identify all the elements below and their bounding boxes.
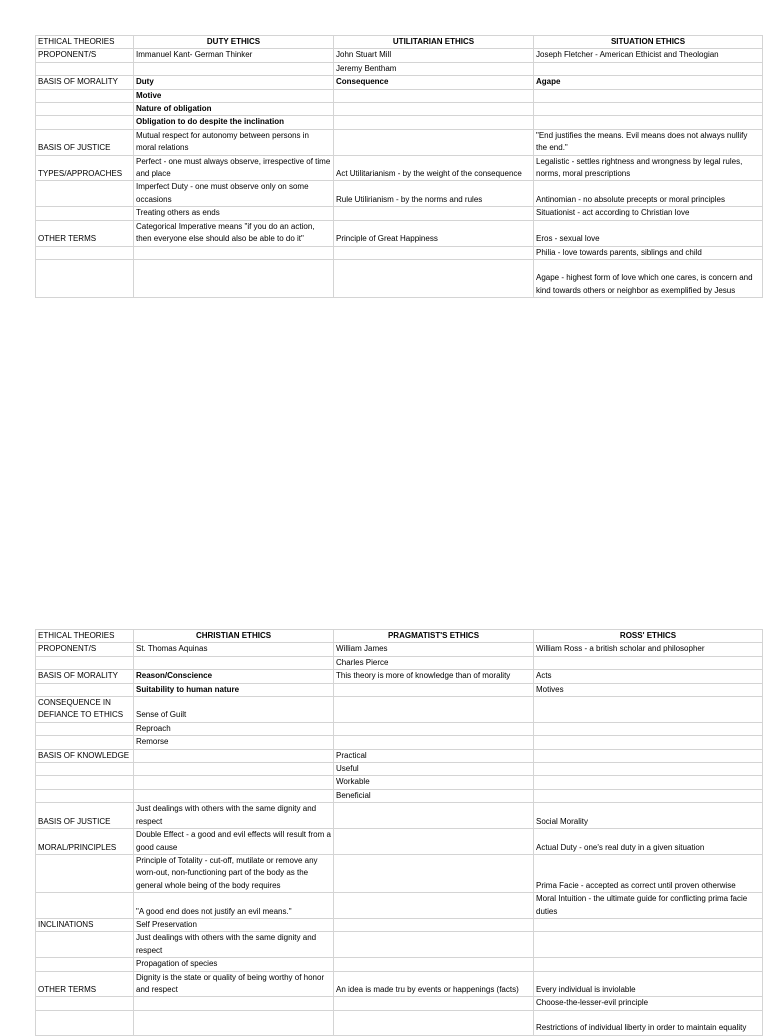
table-row <box>36 722 763 735</box>
table-cell <box>134 776 334 789</box>
table-cell: William Ross - a british scholar and philosopher <box>534 643 763 656</box>
row-label-cell: TYPES/APPROACHES <box>36 155 134 181</box>
table-cell: Double Effect - a good and evil effects will result from a good cause <box>134 829 334 855</box>
row-label-cell <box>36 246 134 259</box>
table-cell: Every individual is inviolable <box>534 971 763 997</box>
table-cell: Principle of Great Happiness <box>334 220 534 246</box>
row-label-cell <box>36 997 134 1010</box>
table-row <box>36 181 763 207</box>
row-label-cell: OTHER TERMS <box>36 220 134 246</box>
row-label-cell: BASIS OF KNOWLEDGE <box>36 749 134 762</box>
table-cell <box>134 259 334 297</box>
table-cell: Agape - highest form of love which one cares, is concern and kind towards others or neighbor as exemplified by Jesus <box>534 259 763 297</box>
table-cell <box>534 116 763 129</box>
table-cell: Obligation to do despite the inclination <box>134 116 334 129</box>
table-cell: Joseph Fletcher - American Ethicist and Theologian <box>534 49 763 62</box>
table-row <box>36 918 763 931</box>
table-cell <box>134 1010 334 1035</box>
table-cell: Dignity is the state or quality of being worthy of honor and respect <box>134 971 334 997</box>
table-cell <box>534 918 763 931</box>
table-cell: Situationist - act according to Christian love <box>534 207 763 220</box>
row-label-cell <box>36 259 134 297</box>
header-cell: UTILITARIAN ETHICS <box>334 36 534 49</box>
table-row <box>36 789 763 802</box>
table-row <box>36 670 763 683</box>
table-cell <box>334 803 534 829</box>
row-label-cell <box>36 89 134 102</box>
table-row <box>36 749 763 762</box>
row-label-cell: OTHER TERMS <box>36 971 134 997</box>
header-row <box>36 630 763 643</box>
row-label-cell: BASIS OF MORALITY <box>36 670 134 683</box>
table-cell: Prima Facie - accepted as correct until proven otherwise <box>534 854 763 892</box>
table-cell: This theory is more of knowledge than of morality <box>334 670 534 683</box>
table-cell: Suitability to human nature <box>134 683 334 696</box>
table-cell: "End justifies the means. Evil means does not always nullify the end." <box>534 129 763 155</box>
table-cell <box>134 656 334 669</box>
table-row <box>36 997 763 1010</box>
table-row <box>36 62 763 75</box>
row-label-cell <box>36 789 134 802</box>
table-cell: St. Thomas Aquinas <box>134 643 334 656</box>
table-cell <box>334 129 534 155</box>
table-cell: Social Morality <box>534 803 763 829</box>
table-cell <box>134 997 334 1010</box>
table-row <box>36 829 763 855</box>
row-label-cell <box>36 854 134 892</box>
table-cell <box>334 893 534 919</box>
table-cell: Actual Duty - one's real duty in a given situation <box>534 829 763 855</box>
table-cell: Self Preservation <box>134 918 334 931</box>
table-cell <box>534 62 763 75</box>
table-cell <box>134 749 334 762</box>
table-cell <box>534 722 763 735</box>
row-label-cell <box>36 207 134 220</box>
table-cell: Categorical Imperative means "if you do an action, then everyone else should also be able to do it" <box>134 220 334 246</box>
table-cell <box>334 918 534 931</box>
table-cell: Nature of obligation <box>134 103 334 116</box>
table-cell <box>534 736 763 749</box>
table-row <box>36 803 763 829</box>
table-cell <box>334 116 534 129</box>
table-cell <box>334 932 534 958</box>
table-cell: Remorse <box>134 736 334 749</box>
table-row <box>36 207 763 220</box>
table-row <box>36 129 763 155</box>
table-cell <box>334 736 534 749</box>
table-row <box>36 246 763 259</box>
table-cell: Principle of Totality - cut-off, mutilate or remove any worn-out, non-functioning part of the body as the general whole being of the body requires <box>134 854 334 892</box>
table-cell <box>534 958 763 971</box>
table-cell: Immanuel Kant- German Thinker <box>134 49 334 62</box>
table-cell: Beneficial <box>334 789 534 802</box>
row-label-cell: MORAL/PRINCIPLES <box>36 829 134 855</box>
table-cell: Agape <box>534 76 763 89</box>
row-label-cell: BASIS OF JUSTICE <box>36 129 134 155</box>
table-cell <box>334 997 534 1010</box>
table-cell <box>534 89 763 102</box>
table-cell: Jeremy Bentham <box>334 62 534 75</box>
table-cell <box>534 932 763 958</box>
table-row <box>36 643 763 656</box>
table-cell: Just dealings with others with the same dignity and respect <box>134 932 334 958</box>
table-row <box>36 763 763 776</box>
header-cell: ETHICAL THEORIES <box>36 630 134 643</box>
table-cell: Eros - sexual love <box>534 220 763 246</box>
table-cell: Reproach <box>134 722 334 735</box>
header-cell: PRAGMATIST'S ETHICS <box>334 630 534 643</box>
table-cell <box>534 697 763 723</box>
table-cell: Moral Intuition - the ultimate guide for conflicting prima facie duties <box>534 893 763 919</box>
table-cell: Acts <box>534 670 763 683</box>
table-cell <box>334 1010 534 1035</box>
table-cell <box>534 103 763 116</box>
row-label-cell <box>36 683 134 696</box>
row-label-cell: INCLINATIONS <box>36 918 134 931</box>
row-label-cell <box>36 932 134 958</box>
row-label-cell <box>36 958 134 971</box>
row-label-cell <box>36 776 134 789</box>
ethics-table-1 <box>35 35 763 298</box>
row-label-cell: BASIS OF JUSTICE <box>36 803 134 829</box>
table-cell: Mutual respect for autonomy between persons in moral relations <box>134 129 334 155</box>
table-row <box>36 116 763 129</box>
table-cell: Motives <box>534 683 763 696</box>
table-cell: John Stuart Mill <box>334 49 534 62</box>
table-cell: Reason/Conscience <box>134 670 334 683</box>
header-cell: SITUATION ETHICS <box>534 36 763 49</box>
table-row <box>36 971 763 997</box>
table-row <box>36 932 763 958</box>
table-row <box>36 1010 763 1035</box>
table-cell <box>534 789 763 802</box>
table-cell <box>334 958 534 971</box>
row-label-cell <box>36 763 134 776</box>
table-cell <box>334 854 534 892</box>
ethics-table-2 <box>35 629 763 1036</box>
table-row <box>36 103 763 116</box>
row-label-cell <box>36 736 134 749</box>
table-cell <box>334 246 534 259</box>
table-cell: Legalistic - settles rightness and wrongness by legal rules, norms, moral prescriptions <box>534 155 763 181</box>
row-label-cell <box>36 1010 134 1035</box>
table-cell: Choose-the-lesser-evil principle <box>534 997 763 1010</box>
row-label-cell: BASIS OF MORALITY <box>36 76 134 89</box>
table-row <box>36 893 763 919</box>
table-cell: Charles Pierce <box>334 656 534 669</box>
table-row <box>36 89 763 102</box>
row-label-cell <box>36 893 134 919</box>
table-row <box>36 854 763 892</box>
table-cell: Imperfect Duty - one must observe only on some occasions <box>134 181 334 207</box>
row-label-cell: PROPONENT/S <box>36 643 134 656</box>
table-cell <box>334 683 534 696</box>
table-row <box>36 656 763 669</box>
table-cell <box>134 246 334 259</box>
row-label-cell <box>36 722 134 735</box>
table-cell <box>534 776 763 789</box>
table-row <box>36 697 763 723</box>
table-row <box>36 683 763 696</box>
table-cell: Just dealings with others with the same dignity and respect <box>134 803 334 829</box>
table-row <box>36 76 763 89</box>
row-label-cell <box>36 116 134 129</box>
table-row <box>36 776 763 789</box>
table-cell: Motive <box>134 89 334 102</box>
table-cell <box>334 259 534 297</box>
table-row <box>36 736 763 749</box>
table-cell: Sense of Guilt <box>134 697 334 723</box>
row-label-cell <box>36 656 134 669</box>
table-cell: Antinomian - no absolute precepts or moral principles <box>534 181 763 207</box>
table-cell: An idea is made tru by events or happenings (facts) <box>334 971 534 997</box>
table-cell: Restrictions of individual liberty in order to maintain equality <box>534 1010 763 1035</box>
table-cell <box>134 789 334 802</box>
table-cell: Workable <box>334 776 534 789</box>
table-cell <box>134 763 334 776</box>
table-cell: Rule Utilirianism - by the norms and rules <box>334 181 534 207</box>
table-cell: "A good end does not justify an evil means." <box>134 893 334 919</box>
table-cell: William James <box>334 643 534 656</box>
row-label-cell <box>36 181 134 207</box>
header-cell: ETHICAL THEORIES <box>36 36 134 49</box>
table-cell: Treating others as ends <box>134 207 334 220</box>
row-label-cell: CONSEQUENCE IN DEFIANCE TO ETHICS <box>36 697 134 723</box>
table-row <box>36 49 763 62</box>
table-row <box>36 958 763 971</box>
table-cell <box>334 103 534 116</box>
table-cell <box>334 697 534 723</box>
table-cell: Duty <box>134 76 334 89</box>
table-cell: Perfect - one must always observe, irrespective of time and place <box>134 155 334 181</box>
table-cell <box>534 656 763 669</box>
table-row <box>36 259 763 297</box>
table-cell <box>334 829 534 855</box>
header-cell: ROSS' ETHICS <box>534 630 763 643</box>
header-cell: DUTY ETHICS <box>134 36 334 49</box>
table-cell <box>134 62 334 75</box>
table-cell <box>334 207 534 220</box>
table-cell <box>334 89 534 102</box>
table-cell <box>534 749 763 762</box>
table-cell: Act Utilitarianism - by the weight of the consequence <box>334 155 534 181</box>
table-cell: Philia - love towards parents, siblings and child <box>534 246 763 259</box>
row-label-cell <box>36 103 134 116</box>
row-label-cell: PROPONENT/S <box>36 49 134 62</box>
table-cell: Propagation of species <box>134 958 334 971</box>
table-row <box>36 155 763 181</box>
table-cell <box>334 722 534 735</box>
table-cell: Consequence <box>334 76 534 89</box>
table-cell: Practical <box>334 749 534 762</box>
header-cell: CHRISTIAN ETHICS <box>134 630 334 643</box>
header-row <box>36 36 763 49</box>
row-label-cell <box>36 62 134 75</box>
table-row <box>36 220 763 246</box>
table-cell <box>534 763 763 776</box>
table-cell: Useful <box>334 763 534 776</box>
